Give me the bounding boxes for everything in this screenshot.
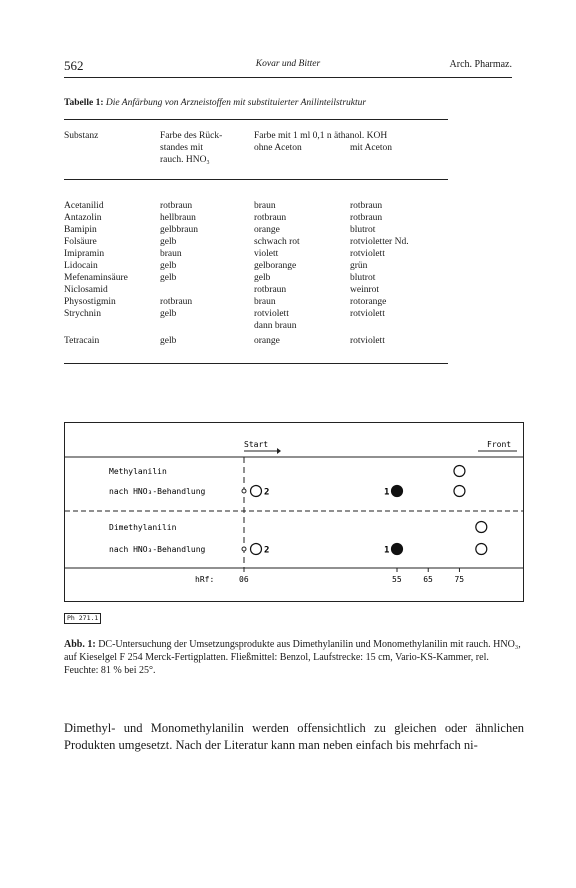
table-header-substanz: Substanz xyxy=(64,131,99,141)
table-cell-substanz: Antazolin xyxy=(64,213,102,223)
table-cell-ohne: schwach rot xyxy=(254,237,300,247)
table-cell-substanz: Physostigmin xyxy=(64,297,116,307)
table-cell-hno3: gelb xyxy=(160,237,177,247)
journal-name: Arch. Pharmaz. xyxy=(449,59,512,70)
table-cell-hno3: gelbbraun xyxy=(160,225,198,235)
table-cell-ohne: braun xyxy=(254,201,276,211)
spot-label: 1 xyxy=(384,545,390,556)
table-cell-mit: blutrot xyxy=(350,225,376,235)
open-spot xyxy=(251,486,262,497)
table-cell-substanz: Strychnin xyxy=(64,309,101,319)
table-cell-mit: rotviolett xyxy=(350,249,385,259)
body-paragraph: Dimethyl- und Monomethylanilin werden offensichtlich zu gleichen oder ähnlichen Produkten umgesetzt. Nach der Literatur kann man neben einfach bis mehrfach ni- xyxy=(64,721,524,752)
table-cell-mit: grün xyxy=(350,261,368,271)
table-cell-mit: rotvioletter Nd. xyxy=(350,237,409,247)
filled-spot xyxy=(392,486,403,497)
table-header-rule xyxy=(64,179,448,180)
table-cell-ohne: violett xyxy=(254,249,279,259)
table-caption-text: Die Anfärbung von Arzneistoffen mit substituierter Anilinteilstruktur xyxy=(105,98,367,108)
lane-name: Dimethylanilin xyxy=(109,523,177,532)
lane-subtitle: nach HNO₃-Behandlung xyxy=(109,487,206,496)
table-top-rule xyxy=(64,119,448,120)
spot-label: 2 xyxy=(264,487,270,498)
open-spot xyxy=(251,544,262,555)
start-spot-marker xyxy=(242,489,246,493)
lane-subtitle: nach HNO₃-Behandlung xyxy=(109,545,206,554)
table-cell-substanz: Acetanilid xyxy=(64,201,104,211)
table-cell-substanz: Tetracain xyxy=(64,336,100,346)
start-spot-marker xyxy=(242,547,246,551)
table-header-koh: Farbe mit 1 ml 0,1 n äthanol. KOH xyxy=(254,131,388,141)
table-cell-ohne: gelborange xyxy=(254,261,297,271)
start-arrow-head xyxy=(277,448,281,454)
table-cell-mit: rotviolett xyxy=(350,336,385,346)
table-cell-mit: rotviolett xyxy=(350,309,385,319)
filled-spot xyxy=(392,544,403,555)
header-rule xyxy=(64,77,512,78)
lane-name: Methylanilin xyxy=(109,467,167,476)
table-caption-label: Tabelle 1: xyxy=(64,98,104,108)
open-spot xyxy=(476,544,487,555)
table-cell-substanz: Niclosamid xyxy=(64,285,108,295)
table-cell-ohne: rotbraun xyxy=(254,285,287,295)
tlc-diagram xyxy=(65,423,523,601)
page-number: 562 xyxy=(64,58,84,73)
open-spot xyxy=(476,522,487,533)
table-cell-substanz: Lidocain xyxy=(64,261,98,271)
table-cell-hno3: gelb xyxy=(160,261,177,271)
table-cell-hno3: gelb xyxy=(160,336,177,346)
table-bottom-rule xyxy=(64,363,448,364)
table-cell-substanz: Folsäure xyxy=(64,237,97,247)
table-cell-mit: rotbraun xyxy=(350,201,383,211)
table-cell-ohne: orange xyxy=(254,225,280,235)
table-cell-hno3: hellbraun xyxy=(160,213,196,223)
spot-label: 2 xyxy=(264,545,270,556)
tlc-figure xyxy=(64,422,524,602)
running-header xyxy=(64,58,512,76)
hrf-tick-label: 06 xyxy=(239,575,249,584)
figure-caption-text: DC-Untersuchung der Umsetzungsprodukte aus Dimethylanilin und Monomethylanilin mit rauch. HNO₃, auf Kieselgel F 254 Merck-Fertigplatten. Fließmittel: Benzol, Laufstrecke: 15 cm, Vario-KS-Kammer, rel. Feuchte: 81 % bei 25°. xyxy=(64,639,521,676)
hrf-axis-label: hRf: xyxy=(195,575,215,584)
spot-label: 1 xyxy=(384,487,390,498)
table-cell-mit: rotorange xyxy=(350,297,387,307)
table-cell-ohne: braun xyxy=(254,297,276,307)
hrf-tick-label: 65 xyxy=(423,575,433,584)
table-cell-ohne: gelb xyxy=(254,273,271,283)
table-cell-mit: rotbraun xyxy=(350,213,383,223)
table-cell-ohne: rotviolett xyxy=(254,309,289,319)
table-cell-hno3: gelb xyxy=(160,273,177,283)
open-spot xyxy=(454,466,465,477)
table-header-mit-aceton: mit Aceton xyxy=(350,143,392,153)
front-label: Front xyxy=(487,440,512,449)
table-cell-hno3: gelb xyxy=(160,309,177,319)
table-header-hno3-line: rauch. HNO₃ xyxy=(160,155,210,165)
table-cell-substanz: Imipramin xyxy=(64,249,105,259)
running-authors: Kovar und Bitter xyxy=(255,59,321,69)
table-header-hno3-line: standes mit xyxy=(160,143,204,153)
table-cell-mit: blutrot xyxy=(350,273,376,283)
figure-caption xyxy=(64,638,524,677)
table-cell-substanz: Bamipin xyxy=(64,225,97,235)
table-header-hno3-line: Farbe des Rück- xyxy=(160,131,223,141)
table-caption xyxy=(64,98,366,108)
table-cell-ohne: dann braun xyxy=(254,321,297,331)
table-cell-ohne: orange xyxy=(254,336,280,346)
table-header-ohne-aceton: ohne Aceton xyxy=(254,143,302,153)
table-cell-hno3: rotbraun xyxy=(160,201,193,211)
figure-caption-label: Abb. 1: xyxy=(64,639,96,650)
hrf-tick-label: 55 xyxy=(392,575,402,584)
start-label: Start xyxy=(244,440,269,449)
table-header-hno3 xyxy=(160,130,222,166)
table-cell-ohne: rotbraun xyxy=(254,213,287,223)
table-cell-mit: weinrot xyxy=(350,285,380,295)
table-cell-substanz: Mefenaminsäure xyxy=(64,273,128,283)
figure-tag: Ph 271.1 xyxy=(64,613,101,624)
table-cell-hno3: rotbraun xyxy=(160,297,193,307)
open-spot xyxy=(454,486,465,497)
table-cell-hno3: braun xyxy=(160,249,182,259)
hrf-tick-label: 75 xyxy=(454,575,465,584)
